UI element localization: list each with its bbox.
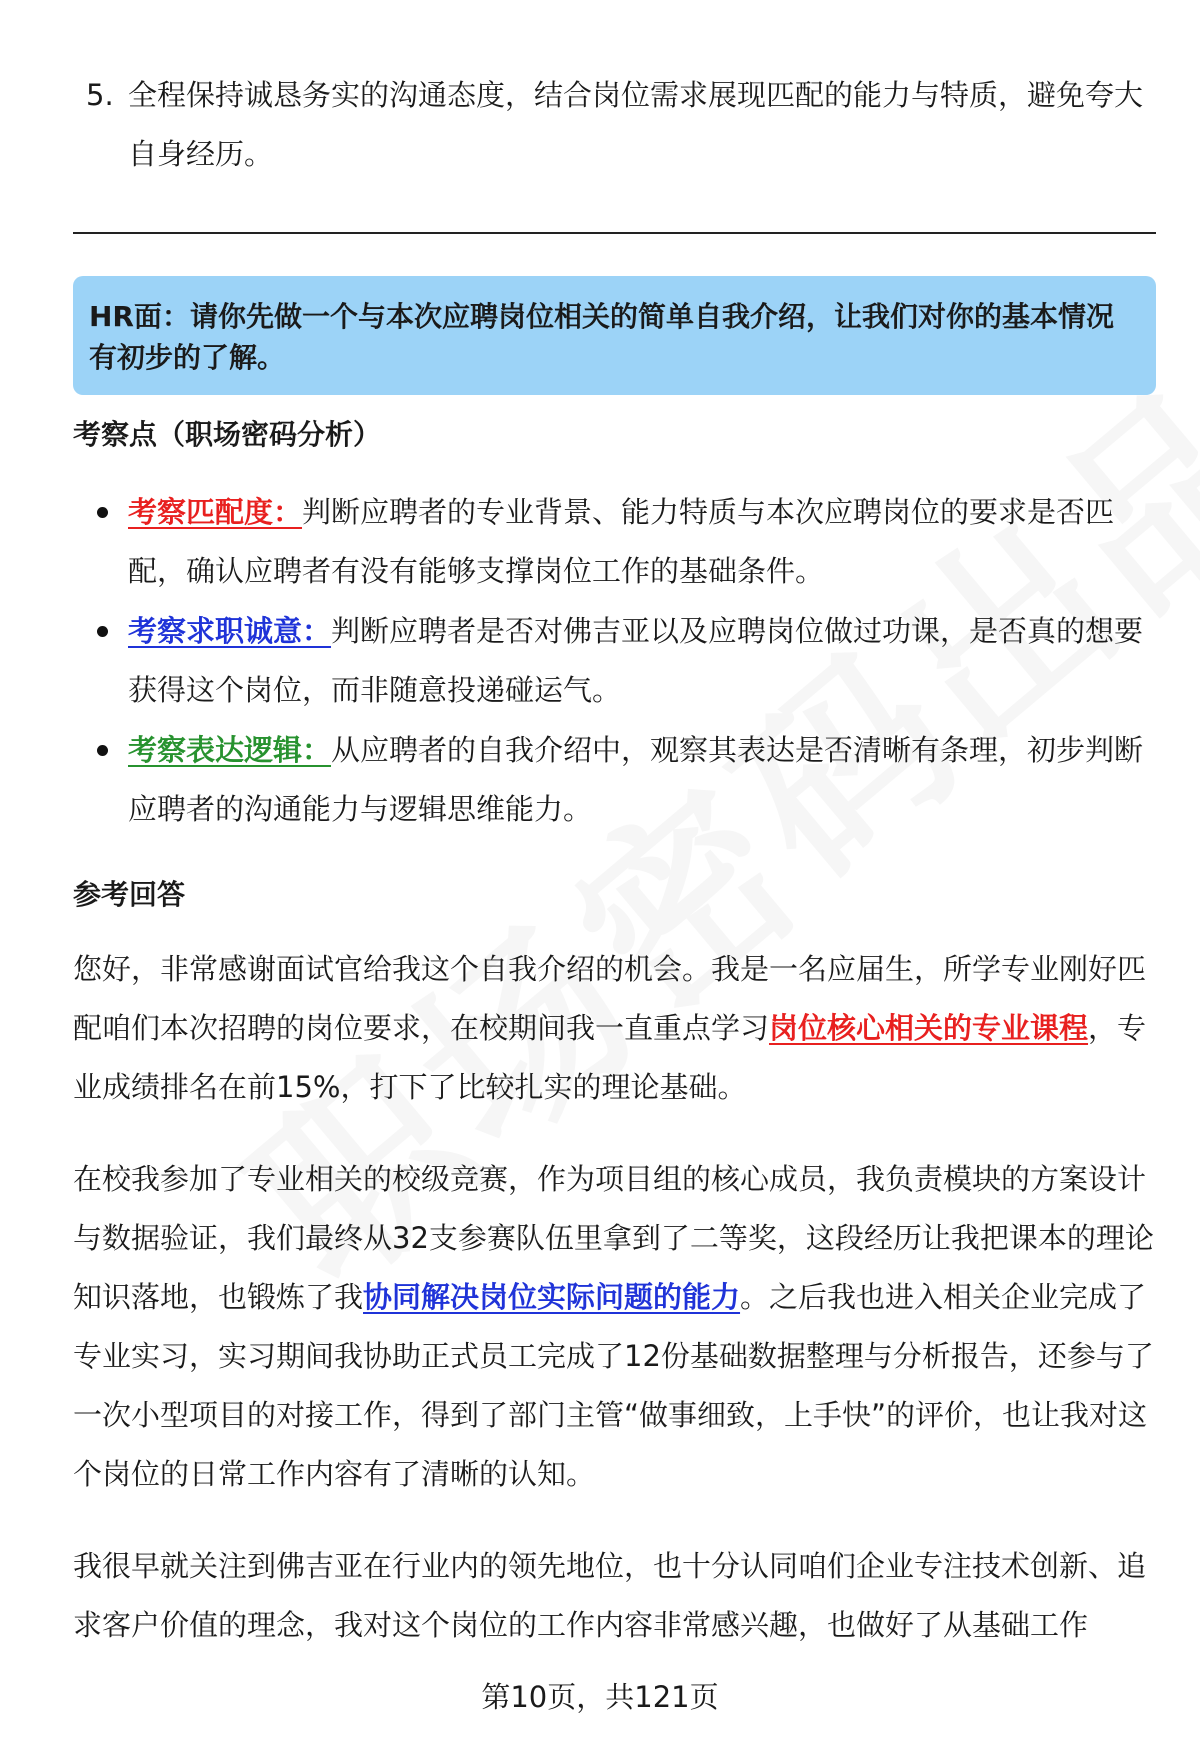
hr-question-box (73, 276, 1156, 395)
list-number: 5. (86, 78, 114, 112)
bullet-item-sincerity (73, 602, 1153, 720)
para-text: 您好，非常感谢面试官给我这个自我介绍的机会。我是一名应届生，所学专业刚好匹配咱们本次招聘的岗位要求，在校期间我一直重点学习 (73, 952, 1147, 1045)
bullet-text: 判断应聘者的专业背景、能力特质与本次应聘岗位的要求是否匹配，确认应聘者有没有能够支撑岗位工作的基础条件。 (128, 495, 1115, 588)
para-text: ，专业成绩排名在前15%，打下了比较扎实的理论基础。 (73, 1011, 1147, 1104)
bullet-dot-icon (97, 626, 108, 637)
page-number-footer: 第10页，共121页 (481, 1680, 719, 1714)
bullet-text: 判断应聘者是否对佛吉亚以及应聘岗位做过功课，是否真的想要获得这个岗位，而非随意投递碰运气。 (128, 614, 1144, 707)
answer-heading: 参考回答 (73, 878, 186, 911)
bullet-item-logic (73, 721, 1153, 839)
analysis-heading: 考察点（职场密码分析） (73, 418, 382, 451)
para-text: 在校我参加了专业相关的校级竞赛，作为项目组的核心成员，我负责模块的方案设计与数据验证，我们最终从32支参赛队伍里拿到了二等奖，这段经历让我把课本的理论知识落地，也锻炼了我 (73, 1162, 1154, 1314)
bullet-tag: 考察表达逻辑： (128, 733, 332, 767)
bullet-tag: 考察求职诚意： (128, 614, 332, 648)
bullet-dot-icon (97, 507, 108, 518)
hr-question-text: HR面：请你先做一个与本次应聘岗位相关的简单自我介绍，让我们对你的基本情况有初步的了解。 (89, 300, 1114, 374)
numbered-list-item (86, 66, 1146, 184)
highlight-text: 协同解决岗位实际问题的能力 (363, 1280, 741, 1314)
answer-paragraph-2 (73, 1150, 1158, 1504)
answer-paragraph-3: 我很早就关注到佛吉亚在行业内的领先地位，也十分认同咱们企业专注技术创新、追求客户价值的理念，我对这个岗位的工作内容非常感兴趣，也做好了从基础工作 (73, 1549, 1147, 1642)
para-text: 。之后我也进入相关企业完成了专业实习，实习期间我协助正式员工完成了12份基础数据整理与分析报告，还参与了一次小型项目的对接工作，得到了部门主管“做事细致，上手快”的评价，也让我对这个岗位的日常工作内容有了清晰的认知。 (73, 1280, 1154, 1491)
bullet-item-match (73, 483, 1153, 601)
highlight-text: 岗位核心相关的专业课程 (769, 1011, 1089, 1045)
bullet-text: 从应聘者的自我介绍中，观察其表达是否清晰有条理，初步判断应聘者的沟通能力与逻辑思维能力。 (128, 733, 1144, 826)
answer-paragraph-1 (73, 940, 1158, 1117)
list-item-text: 全程保持诚恳务实的沟通态度，结合岗位需求展现匹配的能力与特质，避免夸大自身经历。 (128, 78, 1144, 171)
bullet-dot-icon (97, 745, 108, 756)
analysis-bullet-list (73, 483, 1153, 840)
section-divider (73, 232, 1156, 234)
bullet-tag: 考察匹配度： (128, 495, 303, 529)
